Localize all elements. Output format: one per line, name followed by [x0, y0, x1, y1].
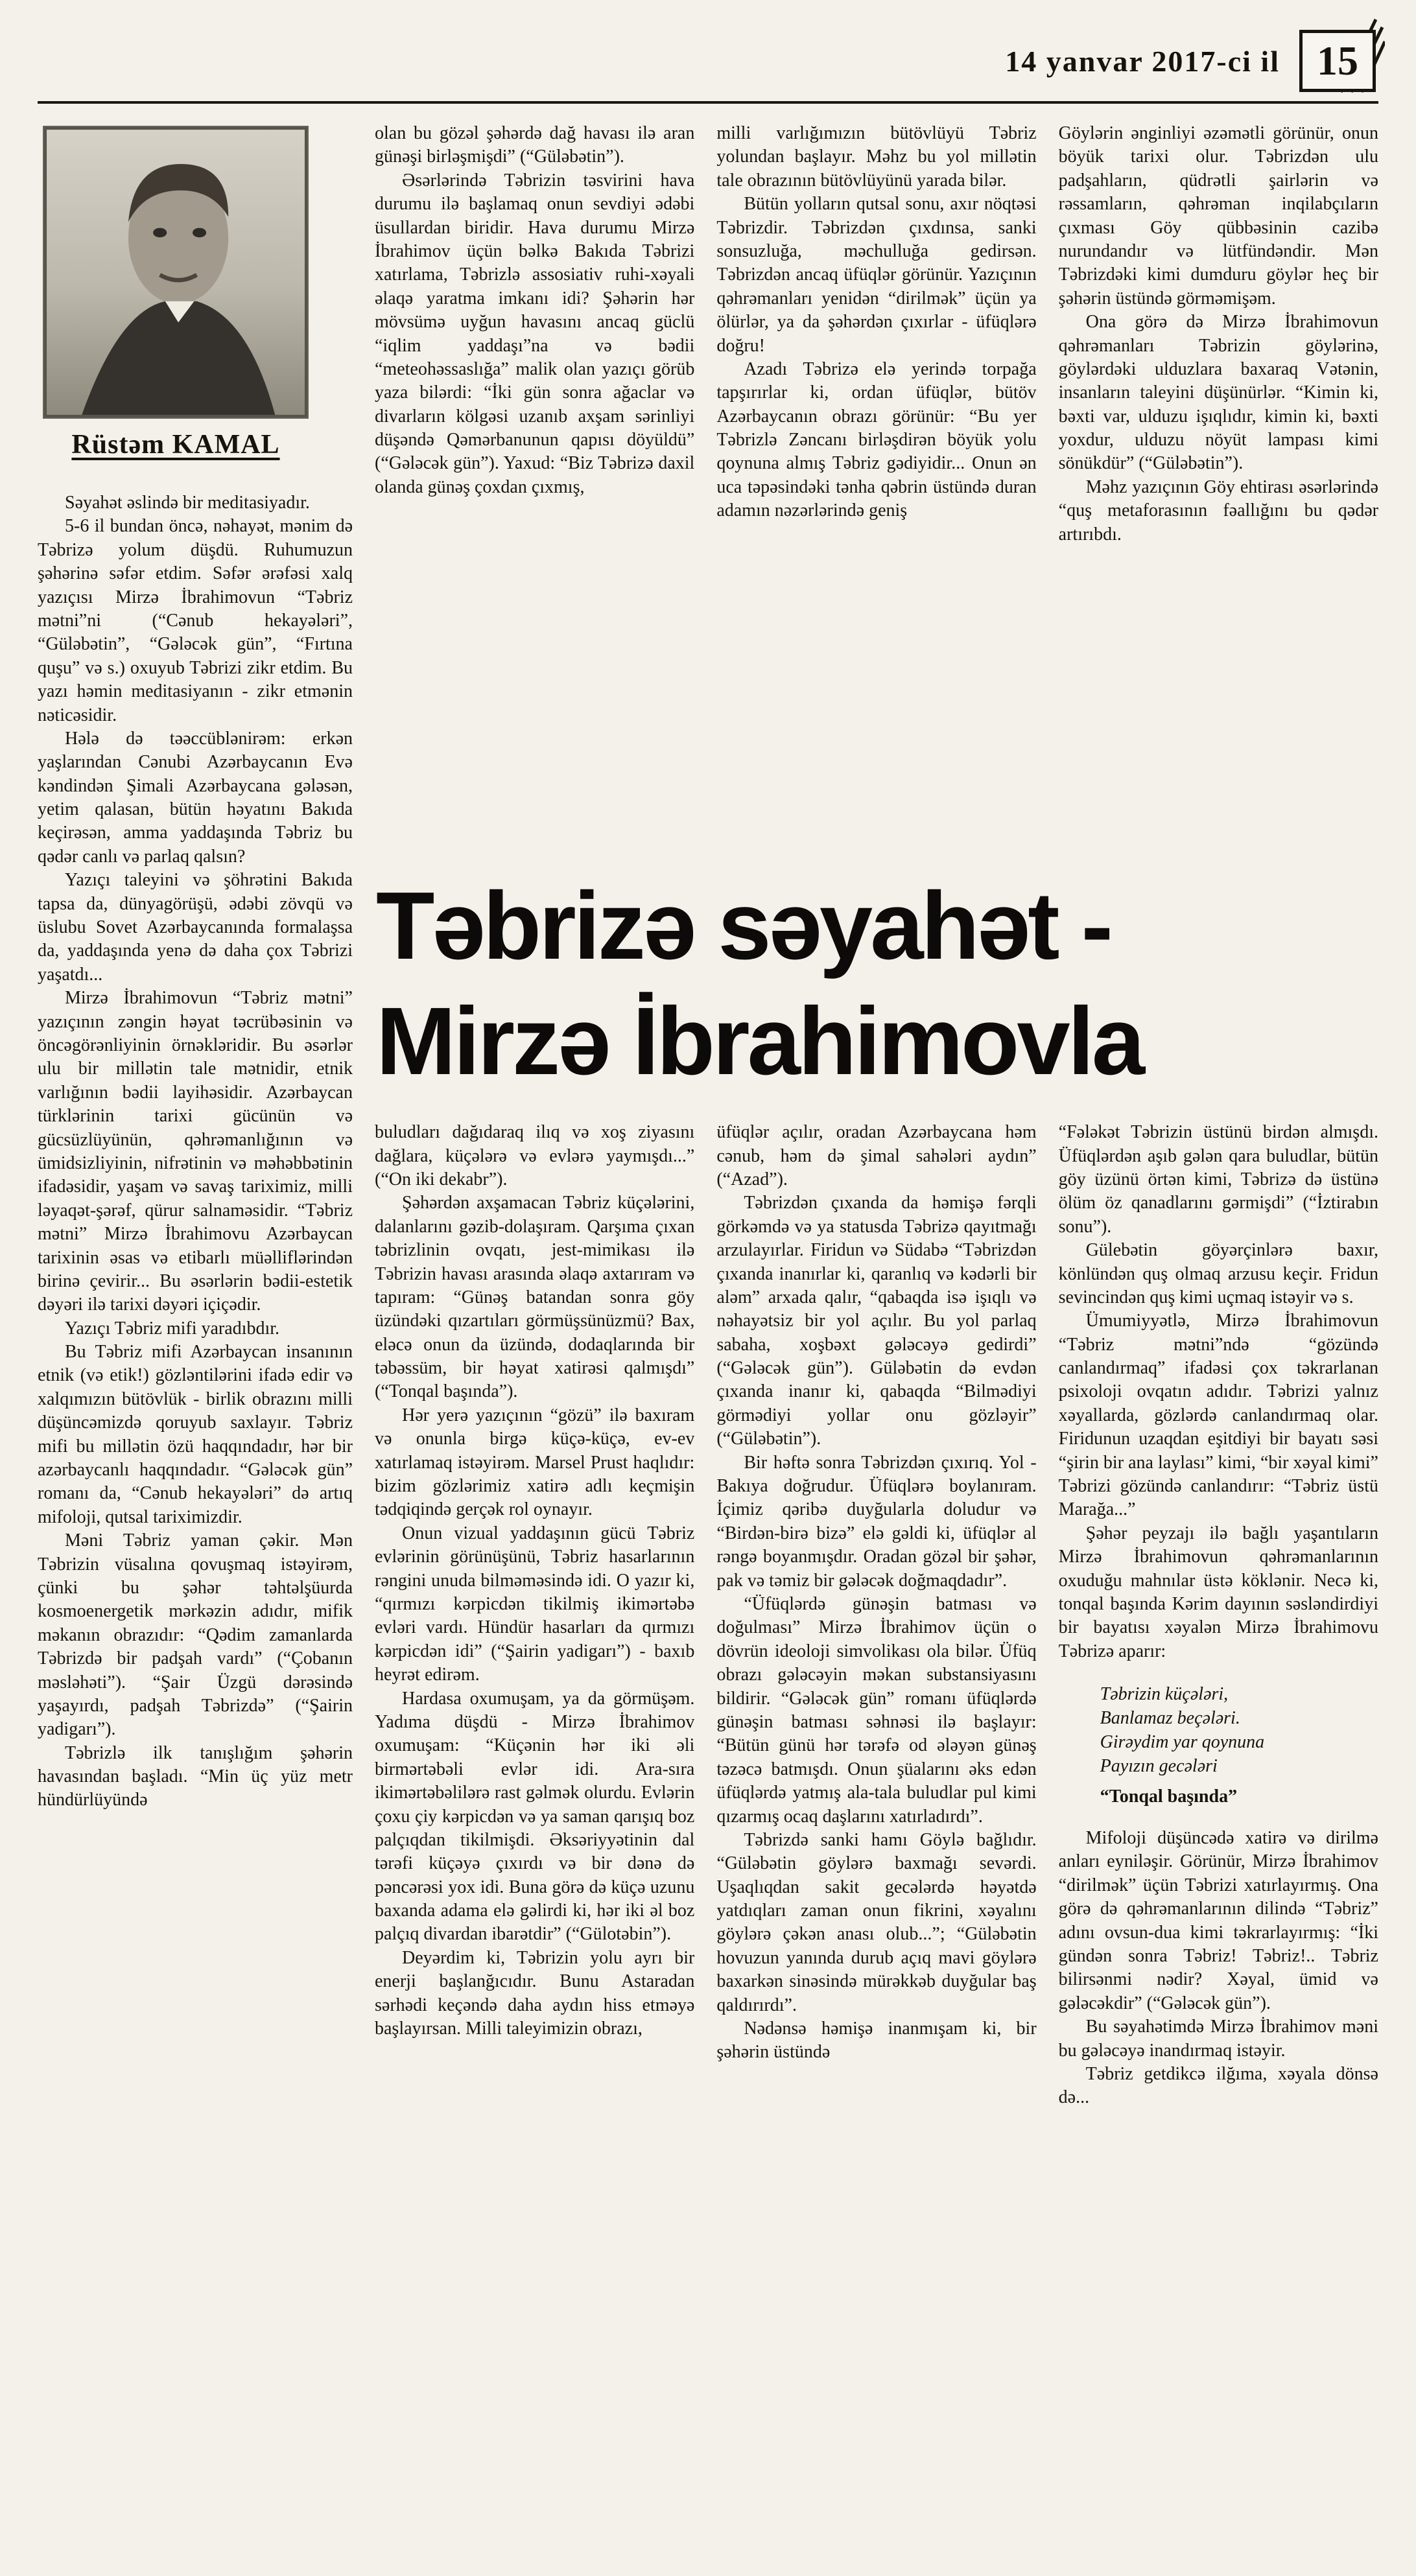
column-4-bottom-text-a	[1059, 1121, 1378, 1663]
column-4-top	[1059, 122, 1378, 854]
paragraph: Məhz yazıçının Göy ehtirası əsərlərində “quş metaforasının fəallığını bu qədər artırıbdı.	[1058, 476, 1378, 544]
paragraph: Əsərlərində Təbrizin təsvirini hava durumu ilə başlamaq onun sevdiyi ədəbi üsullardan biridir. Hava durumu Mirzə İbrahimov üçün bəlkə Bakıda Təbrizi xatırlama, Təbrizlə assosiativ ruhi-xəyali əlaqə yaratma imkanı idi? Şəhərin hər mövsümə uyğun havasını ancaq güclü “iqlim yaddaşı”na və bədii “meteohəssaslığa” malik olan yazıçı görüb yaza bilərdi: “İki gün sonra ağaclar və divarların kölgəsi uzanıb axşam sərinliyi düşəndə Qəmərbanunun qapısı döyüldü” (“Gələcək gün”). Yaxud: “Biz Təbrizə daxil olanda günəş çoxdan çıxmış,	[375, 170, 695, 497]
paragraph: Gülebətin göyərçinlərə baxır, könlündən quş olmaq arzusu keçir. Fridun sevincindən quş kimi uçmaq istəyir və s.	[1058, 1240, 1378, 1307]
author-byline: Rüstəm KAMAL	[71, 430, 280, 460]
paragraph: Təbrizdə sanki hamı Göylə bağlıdır. “Güləbətin göylərə baxmağı sevərdi. Uşaqlıqdan sakit gecələrdə həyətdə yatdıqları zaman onun fikrini, xəyalını göylərə çəkən anası olub...”; “Güləbətin hovuzun yanında durub açıq mavi göylərə baxarkən sinəsində mürəkkəb duyğular baş qaldırırdı”.	[716, 1829, 1037, 2015]
paragraph: milli varlığımızın bütövlüyü Təbriz yolundan başlayır. Məhz bu yol millətin tale obrazının bütövlüyünü yarada bilər.	[716, 123, 1037, 191]
paragraph: Göylərin ənginliyi əzəmətli görünür, onun böyük tarixi olur. Təbrizdən ulu padşahların, qüdrətli şairlərin və rəssamların, qəhrəman inqilabçıların çıxması Göy qübbəsinin cazibə nurundandır və lütfündəndir. Mən Təbrizdəki kimi dumduru göylər heç bir şəhərin üstündə görməmişəm.	[1058, 123, 1378, 309]
paragraph: 5-6 il bundan öncə, nəhayət, mənim də Təbrizə yolum düşdü. Ruhumuzun şəhərinə səfər etdim. Səfər ərəfəsi xalq yazıçısı Mirzə İbrahimovun “Təbriz mətni”ni (“Cənub hekayələri”, “Güləbətin”, “Gələcək gün”, “Fırtına quşu” və s.) oxuyub Təbrizi zikr etdim. Bu yazı həmin meditasiyanın - zikr etmənin nəticəsidir.	[38, 516, 353, 725]
column-1-text	[38, 491, 353, 1812]
column-3-bottom	[716, 1121, 1036, 2547]
poem-attribution: “Tonqal başında”	[1100, 1786, 1238, 1807]
article-body	[38, 122, 1378, 2547]
paragraph: Nədənsə həmişə inanmışam ki, bir şəhərin üstündə	[716, 2019, 1037, 2063]
issue-date: 14 yanvar 2017-ci il	[1005, 44, 1280, 78]
paragraph: Şəhər peyzajı ilə bağlı yaşantıların Mirzə İbrahimovun qəhrəmanlarının oxuduğu mahnılar üstə köklənir. Necə ki, tonqal başında Kərim dayının səsləndirdiyi bir bayatısı xəyalən Mirzə İbrahimovu Təbrizə aparır:	[1058, 1523, 1378, 1661]
paragraph: Təbrizdən çıxanda da həmişə fərqli görkəmdə və ya statusda Təbrizə qayıtmağı arzulayırlar. Firidun və Südabə “Təbrizdən çıxanda inanırlar ki, qaranlıq və kədərli bir aləm” arxada qalır, “qabaqda isə işıqlı və nəhayətsiz bir yol açılır. Bu yol parlaq sabaha, xoşbəxt gələcəyə gedirdi” (“Gələcək gün”). Güləbətin də evdən çıxanda inanır ki, qabaqda “Bilmədiyi görmədiyi yollar onu gözləyir” (“Güləbətin”).	[716, 1193, 1037, 1449]
header-rule	[38, 101, 1378, 104]
bayati-poem	[1100, 1683, 1378, 1779]
headline-line-2: Mirzə İbrahimovla	[376, 987, 1143, 1095]
poem-line: Girəydim yar qoynuna	[1100, 1732, 1265, 1753]
page-number-box	[1299, 30, 1376, 92]
paragraph: Şəhərdən axşamacan Təbriz küçələrini, dalanlarını gəzib-dolaşıram. Qarşıma çıxan təbrizlinin ovqatı, jest-mimikası ilə Təbrizin havası arasında əlaqə axtarıram və tapıram: “Günəş batandan sonra göy üzündəki qızartıları görmüşsünüzmü? Bax, eləcə onun da üzündə, dodaqlarında bir təbəssüm, bir həyat xatirəsi qalmışdı” (“Tonqal başında”).	[375, 1193, 695, 1402]
paragraph: Bu Təbriz mifi Azərbaycan insanının etnik (və etik!) gözləntilərini ifadə edir və xalqımızın bütövlük - birlik obrazını milli düşüncəmizdə qoruyub saxlayır. Təbriz mifi bu millətin özü haqqındadır, hər bir azərbaycanlı haqqındadır. “Gələcək gün” romanı da, “Cənub hekayələri” də artıq mifoloji, qutsal tariximizdir.	[38, 1342, 353, 1527]
paragraph: Hələ də təəccüblənirəm: erkən yaşlarından Cənubi Azərbaycanın Evə kəndindən Şimali Azərbaycana gələsən, yetim qalasan, bütün həyatını Bakıda keçirəsən, amma yaddaşında Təbriz bu qədər canlı və parlaq qalsın?	[38, 728, 353, 867]
paragraph: “Fələkət Təbrizin üstünü birdən almışdı. Üfüqlərdən aşıb gələn qara buludlar, bütün göy üzünü örtən kimi, Təbrizə də üstünə ölüm öz qanadlarını gərmişdi” (“İztirabın sonu”).	[1058, 1122, 1378, 1237]
poem-line: Payızın gecələri	[1100, 1756, 1218, 1777]
paragraph: Deyərdim ki, Təbrizin yolu ayrı bir enerji başlanğıcıdır. Bunu Astaradan sərhədi keçəndə daha aydın hiss etməyə başlayırsan. Milli taleyimizin obrazı,	[375, 1947, 695, 2039]
poem-line: Banlamaz beçələri.	[1100, 1708, 1240, 1729]
paragraph: Səyahət əslində bir meditasiyadır.	[65, 493, 310, 513]
paragraph: Hardasa oxumuşam, ya da görmüşəm. Yadıma düşdü - Mirzə İbrahimov oxumuşam: “Küçənin hər iki əli birmərtəbəli evlər idi. Ara-sıra ikimərtəbəlilərə rast gəlmək olurdu. Evlərin çoxu çiy kərpicdən və ya saman qarışıq boz palçıqdan tikilmişdi. Əksəriyyətinin dal tərəfi küçəyə çıxırdı və bir dənə də pəncərəsi yox idi. Buna görə də küçə uzunu baxanda adama elə gəlirdi ki, hər iki əl boz palçıq divardan ibarətdir” (“Gülotəbin”).	[375, 1688, 695, 1945]
paragraph: buludları dağıdaraq ilıq və xoş ziyasını dağlara, küçələrə və evlərə yaymışdı...” (“On iki dekabr”).	[375, 1122, 695, 1189]
paragraph: Yazıçı taleyini və şöhrətini Bakıda tapsa da, dünyagörüşü, ədəbi zövqü və üslubu Sovet Azərbaycanında formalaşsa da, yaddaşında yenə də daha çox Təbrizi yaşatdı...	[38, 870, 353, 985]
headline-line-1: Təbrizə səyahət -	[376, 872, 1111, 979]
column-4-bottom-text-b	[1059, 1827, 1378, 2110]
paragraph: Onun vizual yaddaşının gücü Təbriz evlərinin görünüşünü, Təbriz hasarlarının rəngini unuda bilməməsində idi. O yazır ki, “qırmızı kərpicdən tikilmiş ikimərtəbə evləri vardı. Hündür hasarları da qırmızı kərpicdən idi” (“Şairin yadigarı”) - baxıb heyrət edirəm.	[375, 1523, 695, 1685]
paragraph: Hər yerə yazıçının “gözü” ilə baxıram və onunla birgə küçə-küçə, ev-ev xatırlamaq istəyirəm. Marsel Prust haqlıdır: bizim gözlərimiz xatirə adlı keçmişin tədqiqində gerçək rol oynayır.	[375, 1405, 695, 1520]
paragraph: Bu səyahətimdə Mirzə İbrahimov məni bu gələcəyə inandırmaq istəyir.	[1058, 2017, 1378, 2061]
paragraph: Məni Təbriz yaman çəkir. Mən Təbrizin vüsalına qovuşmaq istəyirəm, çünki bu şəhər təhtəlşüurda kosmoenergetik mərkəzin adıdır, mifik məkanın obrazıdır: “Qədim zamanlarda Təbrizdə bir padşah vardı” (“Çobanın məsləhəti”). “Şair Üzgü dərəsində yaşayırdı, padşah Təbrizdə” (“Şairin yadigarı”).	[38, 1530, 353, 1740]
paragraph: Ona görə də Mirzə İbrahimovun qəhrəmanları Təbrizin göylərinə, göylərdəki ulduzlara baxaraq Vətənin, insanların taleyini düşünürlər. “Kimin ki, bəxti var, ulduzu işıqlıdır, kimin ki, bəxti yoxdur, ulduzu nöyüt lampası kimi sönükdür” (“Güləbətin”).	[1058, 312, 1378, 474]
column-3-top	[716, 122, 1036, 854]
bottom-text-section	[375, 1121, 1378, 2547]
paragraph: Yazıçı Təbriz mifi yaradıbdır.	[65, 1318, 279, 1339]
paragraph: Mirzə İbrahimovun “Təbriz mətni” yazıçının zəngin həyat təcrübəsinin və öncəgörənliyinin örnəkləridir. Bu əsərlər ulu bir millətin tale mətnidir, etnik varlığının bədii layihəsidir. Azərbaycan türklərinin tarixi gücünün və gücsüzlüyünün, qəhrəmanlığının və ümidsizliyinin, nifrətinin və məhəbbətinin ifadəsidir, yaşam və savaş tariximiz, milli ləyaqət-şərəf, qürur salnaməsidir. “Təbriz mətni” Mirzə İbrahimovu Azərbaycan tarixinin əsas və etibarlı müəlliflərindən birinə çevirir... Bu əsərlərin bədii-estetik dəyəri ilə tarixi dəyəri içiçədir.	[38, 988, 353, 1315]
column-2-bottom	[375, 1121, 694, 2547]
poem-line: Təbrizin küçələri,	[1100, 1684, 1229, 1705]
paragraph: Mifoloji düşüncədə xatirə və dirilmə anları eyniləşir. Görünür, Mirzə İbrahimov “dirilmək” üçün Təbrizi xatırlayırmış. Ona görə də qəhrəmanlarının dilində “Təbriz” adını ovsun-dua kimi təkrarlayırmış: “İki gündən sonra Təbriz! Təbriz!.. Təbriz bilirsənmi nədir? Xəyal, ümid və gələcəkdir” (“Gələcək gün”).	[1058, 1827, 1378, 2013]
page-number: 15	[1299, 30, 1376, 92]
top-text-section	[375, 122, 1378, 854]
column-4-bottom	[1059, 1121, 1378, 2547]
paragraph: Bütün yolların qutsal sonu, axır nöqtəsi Təbrizdir. Təbrizdən çıxdınsa, sanki sonsuzluğa, məchulluğa gedirsən. Təbrizdən ancaq üfüqlər görünür. Yazıçının qəhrəmanları yenidən “dirilmək” üçün ya ölürlər, ya da şəhərdən çıxırlar - üfüqlərə doğru!	[716, 194, 1037, 356]
paragraph: Təbrizlə ilk tanışlığım şəhərin havasından başladı. “Min üç yüz metr hündürlüyündə	[38, 1742, 353, 1810]
paragraph: Təbriz getdikcə ilğıma, xəyala dönsə də...	[1058, 2063, 1378, 2108]
author-photo	[43, 126, 309, 419]
page-header	[38, 19, 1378, 101]
paragraph: Azadı Təbrizə elə yerində torpağa tapşırırlar ki, ordan üfüqlər, bütöv Azərbaycanın obrazı görünür: “Bu yer Təbrizlə Zəncanı birləşdirən böyük yolu qoynuna almış Təbriz gədiyidir... Onun ən uca təpəsindəki tənha qəbrin üstündə duran adamın nəzərlərində geniş	[716, 358, 1037, 521]
column-1	[38, 122, 353, 2547]
paragraph: Ümumiyyətlə, Mirzə İbrahimovun “Təbriz mətni”ndə “gözündə canlandırmaq” ifadəsi çox təkrarlanan psixoloji ovqatın adıdır. Təbrizi yalnız xəyallarda, gözlərdə canlandırmaq olar. Firidunun uzaqdan eşitdiyi bir bayatı səsi “şirin bir ana laylası” kimi, “bir xəyal kimi” Təbrizi gözündə canlandırır: “Təbriz üstü Marağa...”	[1058, 1311, 1378, 1520]
paragraph: olan bu gözəl şəhərdə dağ havası ilə aran günəşi birləşmişdi” (“Güləbətin”).	[375, 123, 695, 167]
paragraph: Bir həftə sonra Təbrizdən çıxırıq. Yol - Bakıya doğrudur. Üfüqlərə boylanıram. İçimiz qəribə duyğularla doludur və “Birdən-birə bizə” elə gəldi ki, üfüqlər al rəngə boyanmışdır. Oradan gözəl bir şəhər, pak və təmiz bir gələcək doğmaqdadır”.	[716, 1452, 1037, 1591]
paragraph: üfüqlər açılır, oradan Azərbaycana həm cənub, həm də şimal sahələri aydın” (“Azad”).	[716, 1122, 1037, 1189]
paragraph: “Üfüqlərdə günəşin batması və doğulması” Mirzə İbrahimov üçün o dövrün ideoloji simvolikası ola bilər. Üfüq obrazı gələcəyin məkan substansiyasını bildirir. “Gələcək gün” romanı üfüqlərdə günəşin batması səhnəsi ilə başlayır: “Bütün günü hər tərəfə od ələyən günəş təzəcə batmışdı. Onun şüalarını əks edən üfüqlərdə yatmış ala-tala buludlar pul kimi qızarmış ocaq daşlarını xatırladırdı”.	[716, 1594, 1037, 1827]
column-2-top	[375, 122, 694, 854]
article-headline	[375, 854, 1378, 1121]
columns-2-4	[375, 122, 1378, 2547]
